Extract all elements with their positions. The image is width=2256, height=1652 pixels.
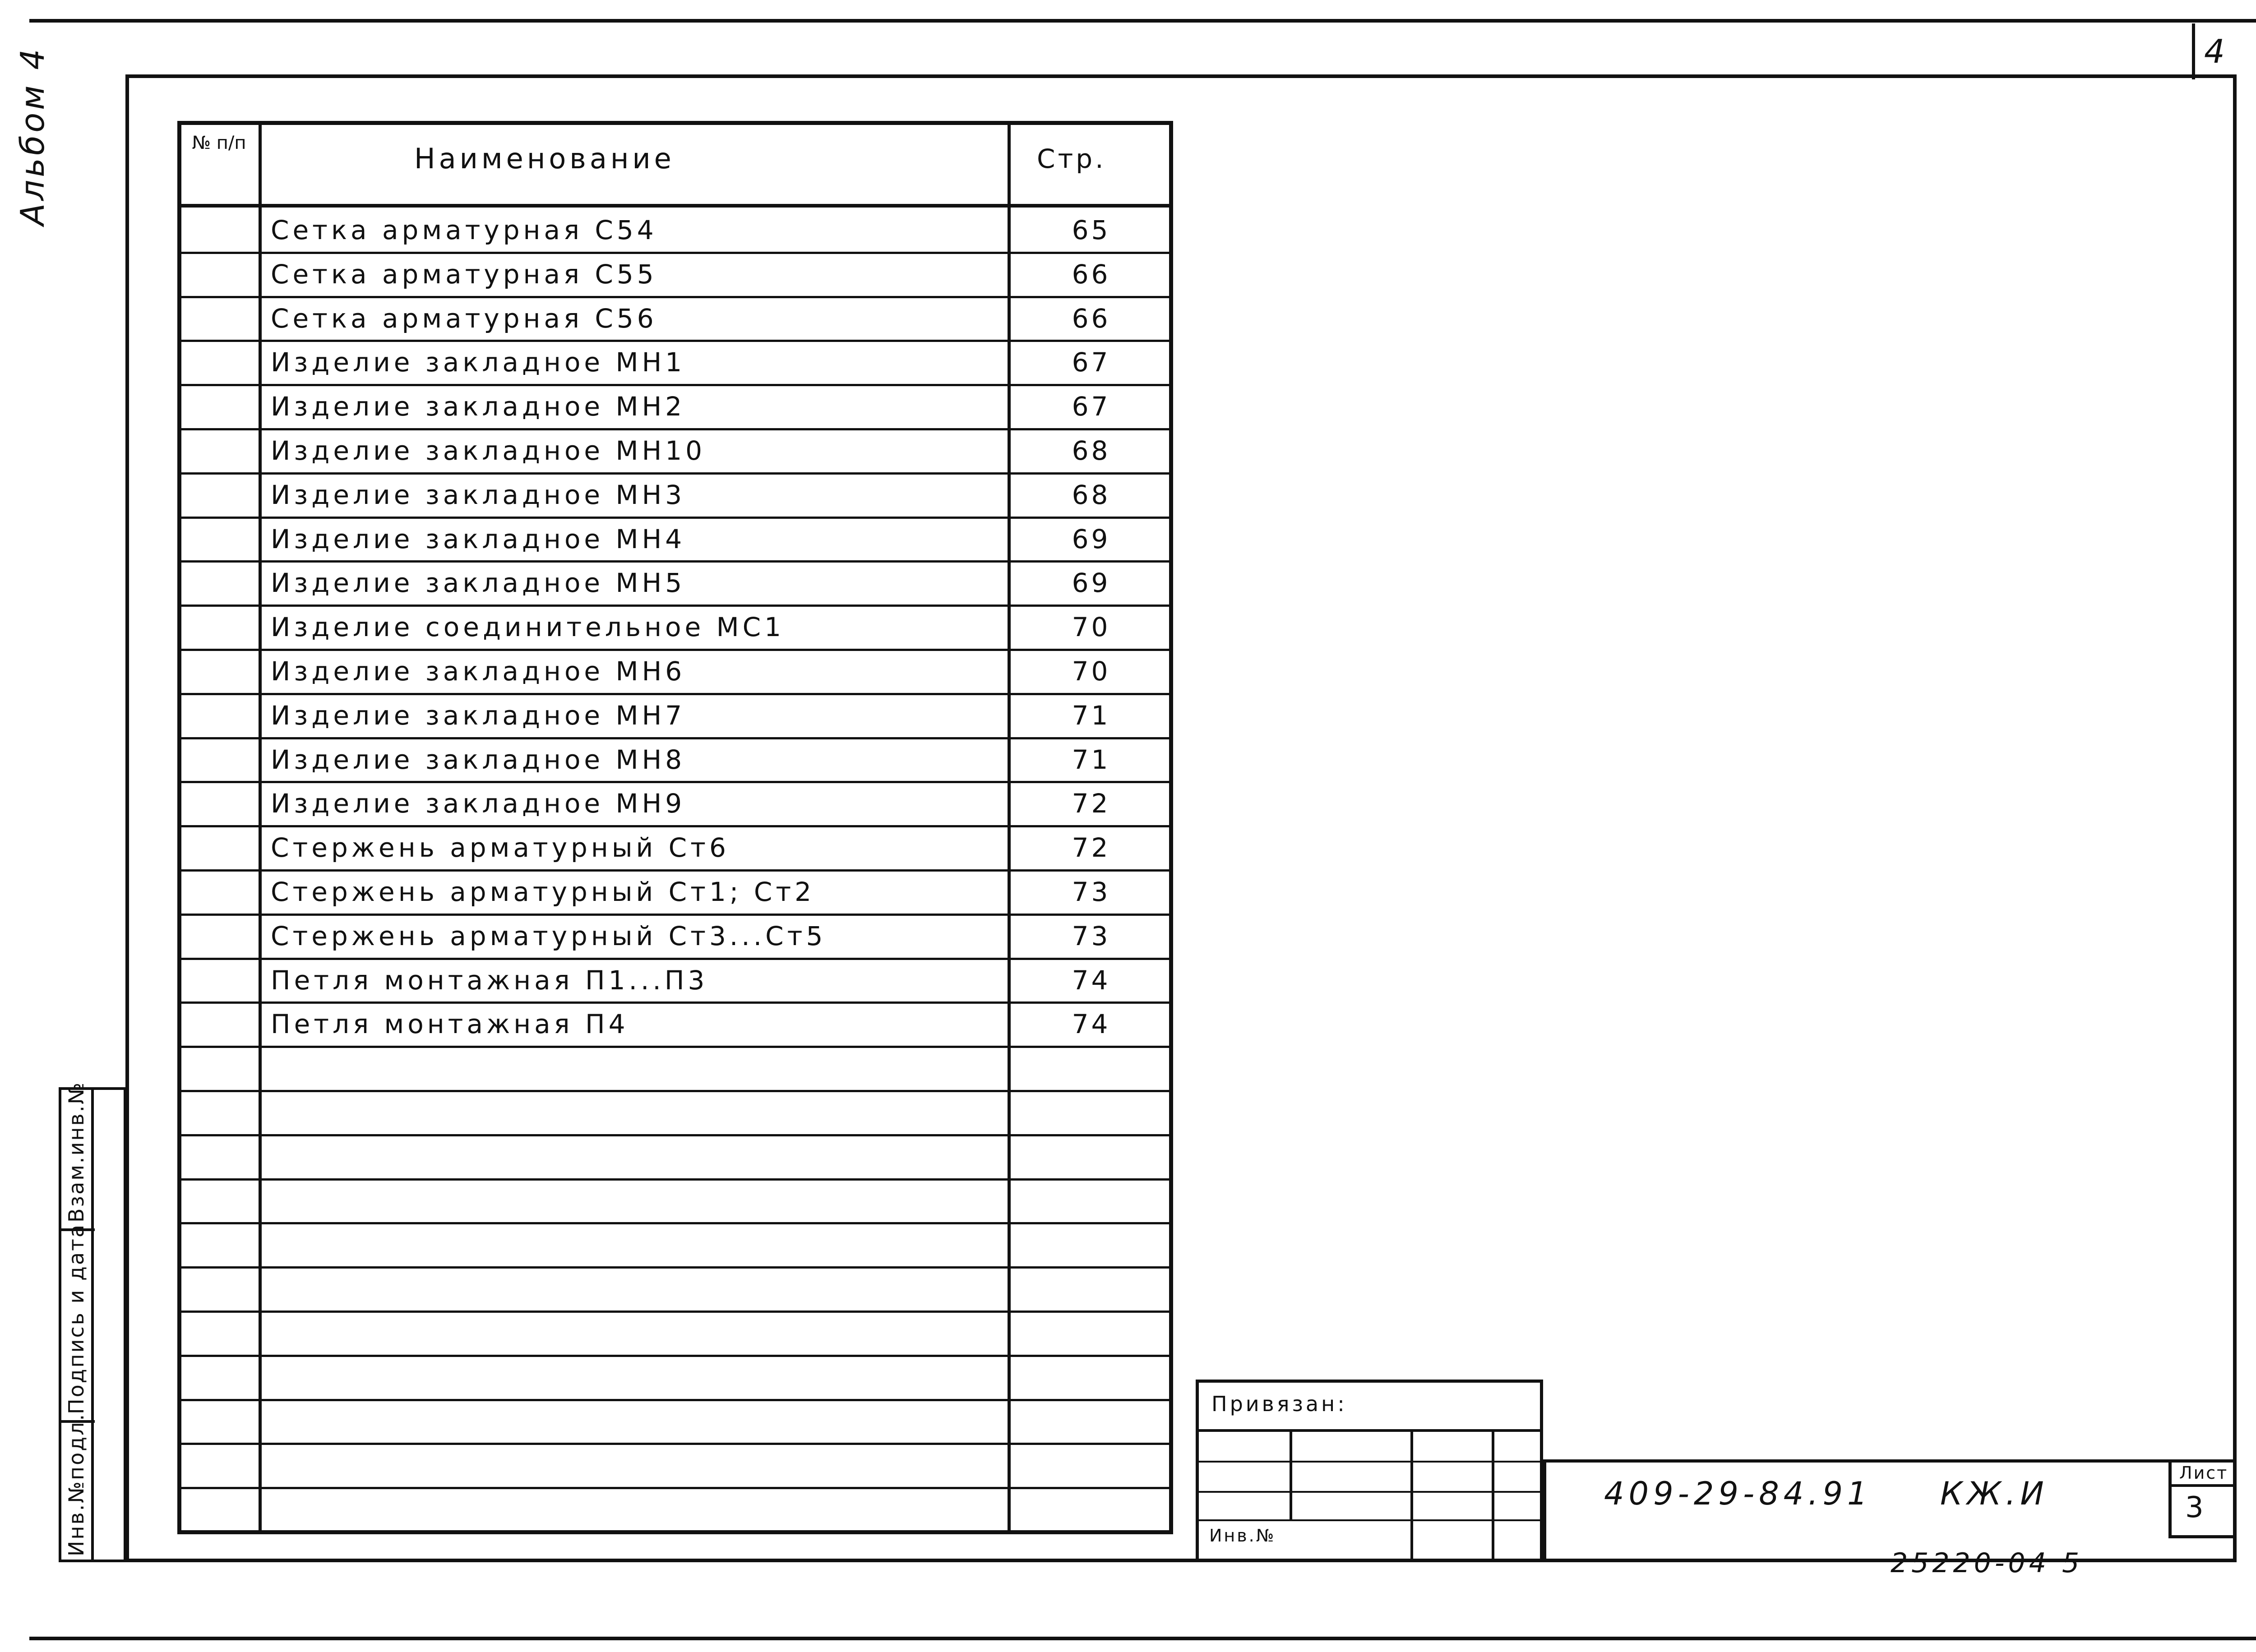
row-page: 72 — [1072, 788, 1111, 819]
row-page: 67 — [1072, 391, 1111, 422]
row-page: 69 — [1072, 524, 1111, 554]
row-page: 74 — [1072, 1009, 1111, 1039]
row-divider — [177, 1311, 1173, 1313]
row-name: Изделие закладное МН1 — [271, 347, 686, 378]
row-divider — [177, 340, 1173, 342]
row-divider — [177, 914, 1173, 916]
row-page: 71 — [1072, 700, 1111, 731]
replace-inv-label: Взам.инв.№ — [64, 1081, 88, 1223]
column-divider-num — [259, 121, 262, 1534]
binding-label: Привязан: — [1211, 1392, 1347, 1416]
row-divider — [177, 428, 1173, 430]
row-name: Петля монтажная П4 — [271, 1009, 629, 1039]
row-divider — [177, 384, 1173, 386]
row-page: 68 — [1072, 435, 1111, 466]
row-divider — [177, 1355, 1173, 1357]
sheet-number: 3 — [2185, 1491, 2204, 1524]
row-page: 66 — [1072, 303, 1111, 334]
header-page: Стр. — [1037, 143, 1106, 174]
row-divider — [177, 517, 1173, 519]
row-divider — [177, 1399, 1173, 1401]
row-name: Стержень арматурный Ст6 — [271, 832, 730, 863]
row-page: 73 — [1072, 877, 1111, 907]
row-page: 69 — [1072, 568, 1111, 598]
footer-number: 25220-04 5 — [1891, 1547, 2083, 1579]
row-divider — [177, 781, 1173, 783]
top-page-line — [29, 19, 2256, 23]
row-divider — [177, 1222, 1173, 1224]
row-name: Изделие соединительное МС1 — [271, 612, 785, 642]
album-label: Альбом 4 — [14, 46, 51, 226]
row-page: 70 — [1072, 612, 1111, 642]
row-divider — [177, 1001, 1173, 1004]
row-divider — [177, 649, 1173, 651]
row-divider — [177, 1178, 1173, 1181]
row-name: Петля монтажная П1...П3 — [271, 965, 708, 996]
sheet-label: Лист — [2179, 1463, 2228, 1483]
row-name: Изделие закладное МН4 — [271, 524, 686, 554]
bottom-page-line — [29, 1637, 2256, 1640]
column-divider-page — [1008, 121, 1011, 1534]
row-page: 73 — [1072, 921, 1111, 951]
header-bottom-line — [177, 204, 1173, 208]
row-divider — [177, 560, 1173, 563]
row-page: 70 — [1072, 656, 1111, 687]
row-divider — [177, 869, 1173, 872]
binding-inv-label: Инв.№ — [1209, 1526, 1276, 1546]
row-divider — [177, 1090, 1173, 1092]
row-divider — [177, 737, 1173, 739]
row-divider — [177, 825, 1173, 827]
row-page: 71 — [1072, 744, 1111, 775]
row-page: 72 — [1072, 832, 1111, 863]
row-name: Стержень арматурный Ст3...Ст5 — [271, 921, 827, 951]
row-name: Изделие закладное МН5 — [271, 568, 686, 598]
row-name: Изделие закладное МН9 — [271, 788, 686, 819]
row-divider — [177, 1134, 1173, 1136]
row-divider — [177, 472, 1173, 475]
row-divider — [177, 958, 1173, 960]
row-divider — [177, 1443, 1173, 1445]
row-divider — [177, 1266, 1173, 1269]
drawing-mark: КЖ.И — [1940, 1475, 2048, 1512]
row-page: 74 — [1072, 965, 1111, 996]
row-page: 67 — [1072, 347, 1111, 378]
row-divider — [177, 1046, 1173, 1048]
row-name: Стержень арматурный Ст1; Ст2 — [271, 877, 815, 907]
row-name: Изделие закладное МН6 — [271, 656, 686, 687]
row-page: 66 — [1072, 259, 1111, 290]
row-divider — [177, 693, 1173, 695]
row-divider — [177, 296, 1173, 298]
inv-no-orig-label: Инв.№подл. — [64, 1412, 88, 1556]
header-num: № п/п — [192, 133, 246, 153]
row-name: Сетка арматурная С54 — [271, 215, 657, 245]
row-page: 68 — [1072, 480, 1111, 510]
row-name: Изделие закладное МН2 — [271, 391, 686, 422]
row-name: Изделие закладное МН8 — [271, 744, 686, 775]
row-name: Изделие закладное МН3 — [271, 480, 686, 510]
row-name: Сетка арматурная С55 — [271, 259, 657, 290]
corner-number: 4 — [2204, 32, 2228, 70]
signature-date-label: Подпись и дата — [64, 1223, 88, 1414]
row-name: Сетка арматурная С56 — [271, 303, 657, 334]
side-stamp — [59, 1081, 126, 1562]
row-page: 65 — [1072, 215, 1111, 245]
row-divider — [177, 1487, 1173, 1489]
header-name: Наименование — [414, 142, 675, 175]
drawing-code: 409-29-84.91 — [1604, 1475, 1872, 1512]
row-name: Изделие закладное МН10 — [271, 435, 706, 466]
row-name: Изделие закладное МН7 — [271, 700, 686, 731]
row-divider — [177, 605, 1173, 607]
row-divider — [177, 252, 1173, 254]
